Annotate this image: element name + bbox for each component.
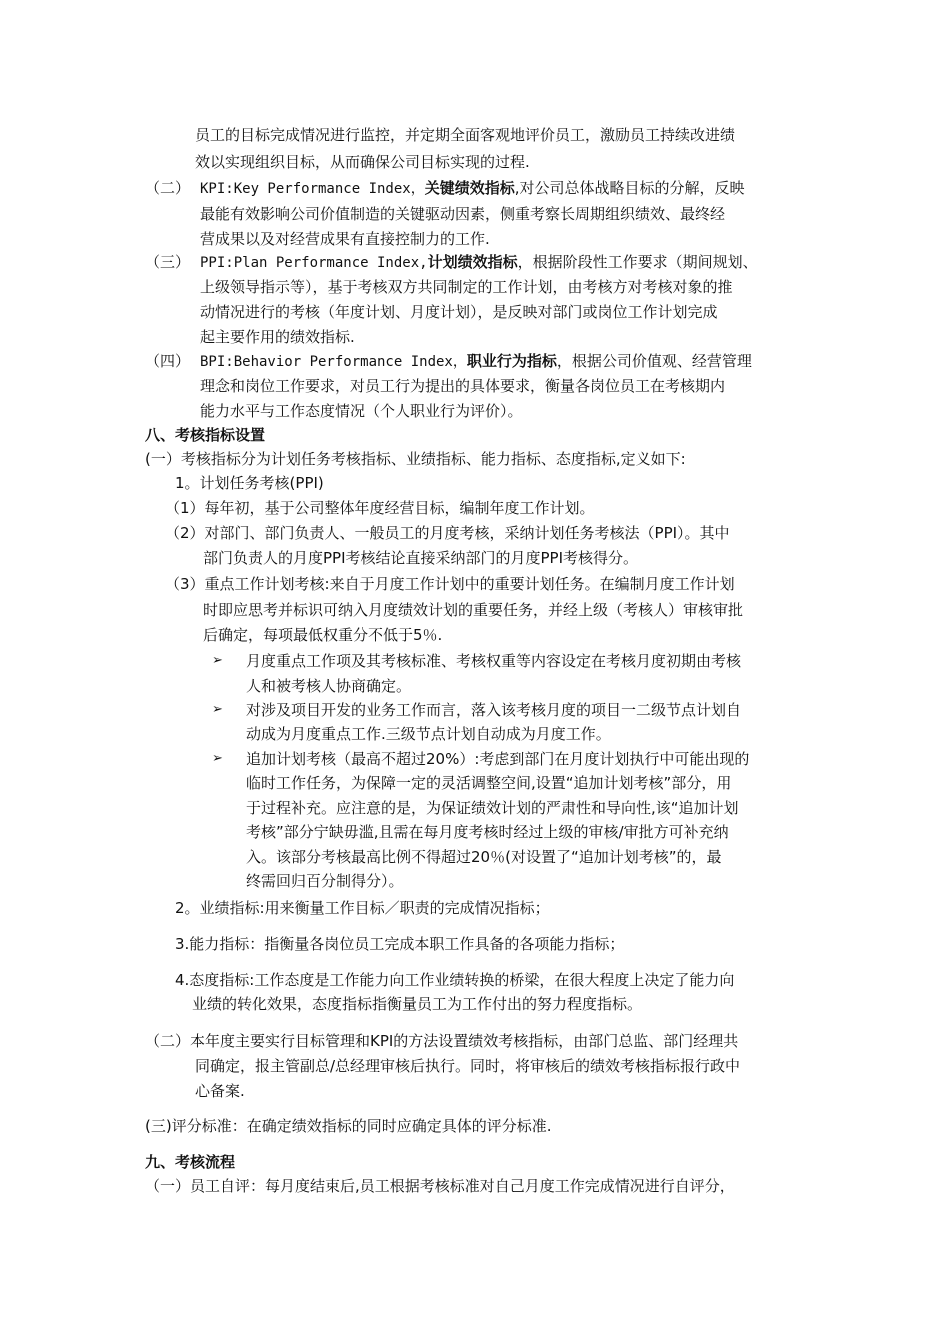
paragraph-line: 员工的目标完成情况进行监控，并定期全面客观地评价员工，激励员工持续改进绩 [195, 126, 736, 144]
paragraph-line: 效以实现组织目标，从而确保公司目标实现的过程. [195, 153, 530, 171]
item-title: 2。业绩指标:用来衡量工作目标／职责的完成情况指标； [175, 899, 550, 917]
paragraph-line: 能力水平与工作态度情况（个人职业行为评价）。 [200, 402, 523, 420]
ppi-term: 计划绩效指标 [427, 253, 518, 271]
paragraph-line: 同确定，报主管副总/总经理审核后执行。同时，将审核后的绩效考核指标报行政中 [195, 1057, 741, 1075]
paragraph-line: （2）对部门、部门负责人、一般员工的月度考核，采纳计划任务考核法（PPI）。其中 [165, 524, 730, 542]
bullet-line: 追加计划考核（最高不超过20%）:考虑到部门在月度计划执行中可能出现的 [246, 750, 750, 768]
ppi-code: PPI:Plan Performance Index, [200, 255, 428, 271]
paragraph-line: 部门负责人的月度PPI考核结论直接采纳部门的月度PPI考核得分。 [203, 549, 639, 567]
bullet-line: 临时工作任务，为保障一定的灵活调整空间,设置“追加计划考核”部分，用 [246, 774, 732, 792]
list-number: （四） [145, 352, 191, 370]
bullet-line: 人和被考核人协商确定。 [246, 677, 412, 695]
paragraph-line: （1）每年初，基于公司整体年度经营目标，编制年度工作计划。 [165, 499, 595, 517]
paragraph-line: （3）重点工作计划考核:来自于月度工作计划中的重要计划任务。在编制月度工作计划 [165, 575, 735, 593]
paragraph-line: （一）员工自评：每月度结束后,员工根据考核标准对自己月度工作完成情况进行自评分， [145, 1177, 735, 1195]
item-title: 3.能力指标：指衡量各岗位员工完成本职工作具备的各项能力指标； [175, 935, 625, 953]
kpi-definition-line [200, 177, 745, 200]
bullet-line: 考核”部分宁缺毋滥,且需在每月度考核时经过上级的审核/审批方可补充纳 [246, 823, 729, 841]
bullet-line: 入。该部分考核最高比例不得超过20％(对设置了“追加计划考核”的，最 [246, 848, 722, 866]
paragraph-line: 后确定，每项最低权重分不低于5％. [203, 626, 443, 644]
bullet-line: 对涉及项目开发的业务工作而言，落入该考核月度的项目一二级节点计划自 [246, 701, 742, 719]
paragraph-line: 时即应思考并标识可纳入月度绩效计划的重要任务，并经上级（考核人）审核审批 [203, 601, 744, 619]
paragraph-line: 最能有效影响公司价值制造的关键驱动因素，侧重考察长周期组织绩效、最终经 [200, 205, 726, 223]
list-number: （三） [145, 253, 191, 271]
section-heading: 九、考核流程 [145, 1153, 236, 1171]
paragraph-line: 业绩的转化效果，态度指标指衡量员工为工作付出的努力程度指标。 [192, 995, 643, 1013]
paragraph-line: (一）考核指标分为计划任务考核指标、业绩指标、能力指标、态度指标,定义如下: [145, 450, 686, 468]
bullet-line: 月度重点工作项及其考核标准、考核权重等内容设定在考核月度初期由考核 [246, 652, 742, 670]
section-heading: 八、考核指标设置 [145, 426, 266, 444]
paragraph-line: (三)评分标准：在确定绩效指标的同时应确定具体的评分标准. [145, 1117, 552, 1135]
bullet-line: 动成为月度重点工作.三级节点计划自动成为月度工作。 [246, 725, 611, 743]
paragraph-line: 心备案. [195, 1082, 245, 1100]
item-title: 4.态度指标:工作态度是工作能力向工作业绩转换的桥梁，在很大程度上决定了能力向 [175, 971, 735, 989]
ppi-text: ，根据阶段性工作要求（期间规划、 [517, 253, 758, 271]
item-title: 1。计划任务考核(PPI) [175, 474, 324, 492]
arrow-bullet-icon: ➢ [212, 702, 223, 717]
kpi-code: KPI:Key Performance Index， [200, 181, 425, 197]
paragraph-line: 理念和岗位工作要求，对员工行为提出的具体要求，衡量各岗位员工在考核期内 [200, 377, 726, 395]
paragraph-line: 营成果以及对经营成果有直接控制力的工作. [200, 230, 490, 248]
arrow-bullet-icon: ➢ [212, 751, 223, 766]
paragraph-line: 起主要作用的绩效指标. [200, 328, 355, 346]
ppi-definition-line [200, 251, 758, 274]
bpi-definition-line [200, 350, 752, 373]
arrow-bullet-icon: ➢ [212, 653, 223, 668]
paragraph-line: 动情况进行的考核（年度计划、月度计划），是反映对部门或岗位工作计划完成 [200, 303, 718, 321]
kpi-term: 关键绩效指标 [424, 179, 515, 197]
bullet-line: 于过程补充。应注意的是，为保证绩效计划的严肃性和导向性,该“追加计划 [246, 799, 739, 817]
bpi-term: 职业行为指标 [466, 352, 557, 370]
bullet-line: 终需回归百分制得分）。 [246, 872, 404, 890]
paragraph-line: 上级领导指示等），基于考核双方共同制定的工作计划，由考核方对考核对象的推 [200, 278, 733, 296]
bpi-text: ，根据公司价值观、经营管理 [556, 352, 752, 370]
bpi-code: BPI:Behavior Performance Index， [200, 354, 467, 370]
kpi-text: ,对公司总体战略目标的分解，反映 [514, 179, 745, 197]
paragraph-line: （二）本年度主要实行目标管理和KPI的方法设置绩效考核指标，由部门总监、部门经理共 [145, 1032, 739, 1050]
list-number: （二） [145, 179, 191, 197]
